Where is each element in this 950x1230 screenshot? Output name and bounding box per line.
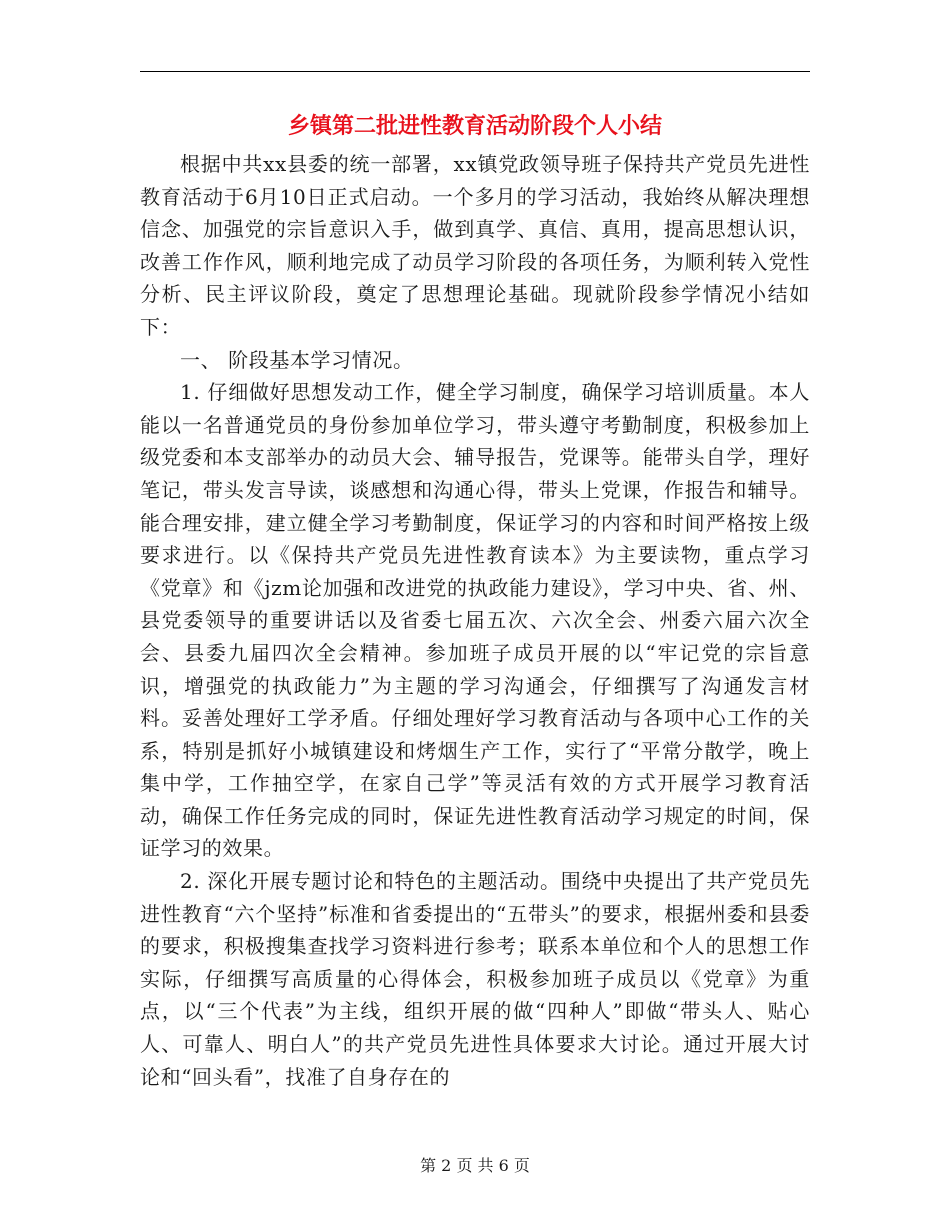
page-number-footer: 第 2 页 共 6 页 [420,1156,530,1175]
document-body [140,148,810,1093]
paragraph-intro: 根据中共xx县委的统一部署，xx镇党政领导班子保持共产党员先进性教育活动于6月10日正式启动。一个多月的学习活动，我始终从解决理想信念、加强党的宗旨意识入手，做到真学、真信、真用，提高思想认识，改善工作作风，顺利地完成了动员学习阶段的各项任务，为顺利转入党性分析、民主评议阶段，奠定了思想理论基础。现就阶段参学情况小结如下： [140,152,810,339]
paragraph-item-2: 2. 深化开展专题讨论和特色的主题活动。围绕中央提出了共产党员先进性教育“六个坚持”标准和省委提出的“五带头”的要求，根据州委和县委的要求，积极搜集查找学习资料进行参考；联系本单位和个人的思想工作实际，仔细撰写高质量的心得体会，积极参加班子成员以《党章》为重点，以“三个代表”为主线，组织开展的做“四种人”即做“带头人、贴心人、可靠人、明白人”的共产党员先进性具体要求大讨论。通过开展大讨论和“回头看”，找准了自身存在的 [140,869,810,1089]
header-rule [140,71,810,72]
section-heading-1: 一、 阶段基本学习情况。 [180,347,414,372]
paragraph-item-1: 1. 仔细做好思想发动工作，健全学习制度，确保学习培训质量。本人能以一名普通党员的身份参加单位学习，带头遵守考勤制度，积极参加上级党委和本支部举办的动员大会、辅导报告，党课等。能带头自学，理好笔记，带头发言导读，谈感想和沟通心得，带头上党课，作报告和辅导。能合理安排，建立健全学习考勤制度，保证学习的内容和时间严格按上级要求进行。以《保持共产党员先进性教育读本》为主要读物，重点学习《党章》和《jzm论加强和改进党的执政能力建设》，学习中央、省、州、县党委领导的重要讲话以及省委七届五次、六次全会、州委六届六次全会、县委九届四次全会精神。参加班子成员开展的以“牢记党的宗旨意识，增强党的执政能力”为主题的学习沟通会，仔细撰写了沟通发言材料。妥善处理好工学矛盾。仔细处理好学习教育活动与各项中心工作的关系，特别是抓好小城镇建设和烤烟生产工作，实行了“平常分散学，晚上集中学，工作抽空学，在家自己学”等灵活有效的方式开展学习教育活动，确保工作任务完成的同时，保证先进性教育活动学习规定的时间，保证学习的效果。 [140,380,810,861]
document-title: 乡镇第二批进性教育活动阶段个人小结 [287,113,662,139]
